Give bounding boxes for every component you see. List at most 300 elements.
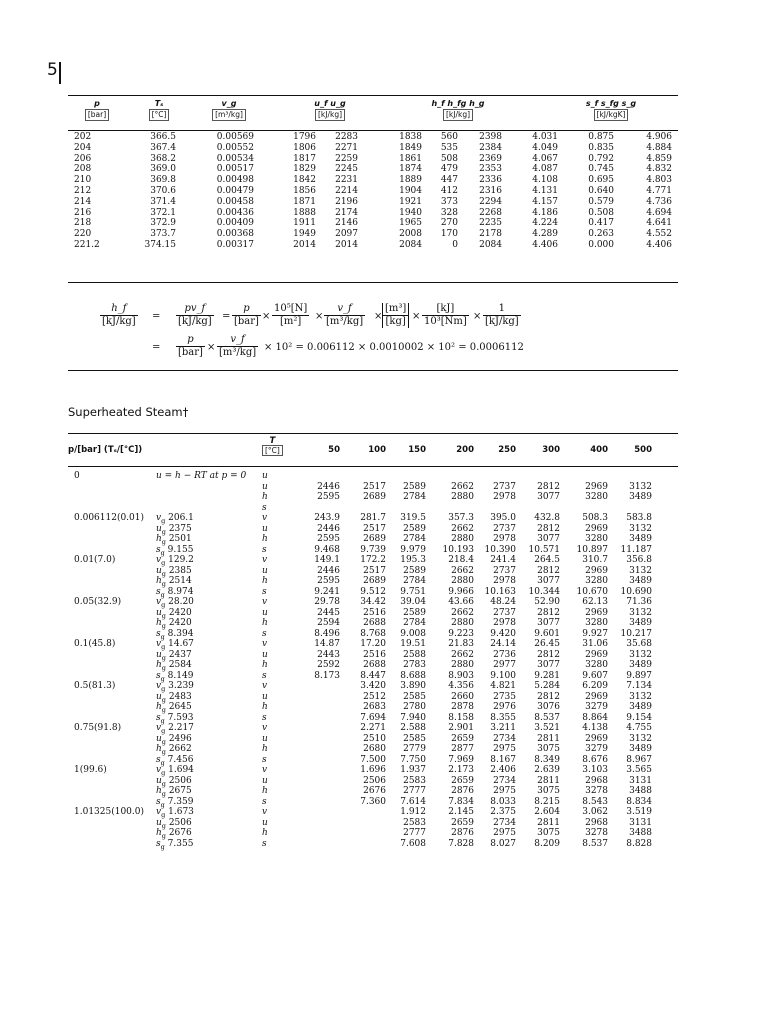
- table-cell: 48.24: [490, 597, 516, 607]
- table-cell: 4.832: [646, 164, 672, 175]
- table-cell: s: [262, 502, 267, 513]
- table-cell: 10.690: [620, 586, 652, 597]
- table-cell: 29.78: [314, 597, 340, 607]
- table-cell: 2880: [451, 492, 474, 502]
- table-cell: 395.0: [490, 513, 516, 523]
- table-cell: 2737: [493, 523, 516, 534]
- table-cell: 35.68: [626, 639, 652, 649]
- table-cell: 2969: [585, 691, 608, 702]
- table-cell: 2689: [363, 534, 386, 544]
- times-sign: ×: [315, 311, 324, 322]
- table-cell: $u_g$ 2437: [156, 649, 192, 662]
- table-cell: 4.157: [532, 196, 558, 207]
- table-cell: 17.20: [360, 639, 386, 649]
- table-cell: 2662: [451, 481, 474, 492]
- table-cell: $h_g$ 2584: [156, 660, 192, 672]
- table-cell: 62.13: [582, 597, 608, 607]
- table-cell: 372.9: [150, 218, 176, 229]
- table-cell: 2784: [403, 534, 426, 544]
- table-row: [68, 482, 678, 493]
- table-cell: 2978: [493, 492, 516, 502]
- table-cell: $u_g$ 2375: [156, 523, 192, 536]
- table-cell: 2676: [363, 786, 386, 796]
- table-row: [68, 208, 678, 219]
- table-cell: 204: [74, 142, 92, 153]
- table-cell: 560: [440, 132, 458, 142]
- table-cell: 3075: [537, 786, 560, 796]
- table-cell: 24.14: [490, 639, 516, 649]
- table-cell: 2737: [493, 607, 516, 618]
- table-cell: 4.755: [626, 723, 652, 733]
- table-cell: 8.903: [448, 670, 474, 681]
- table-cell: 2084: [399, 239, 422, 250]
- table-cell: 0.00534: [216, 153, 254, 164]
- table-cell: 2978: [493, 534, 516, 544]
- table-cell: 4.186: [532, 207, 558, 218]
- table-cell: 9.751: [400, 586, 426, 597]
- table-cell: 2662: [451, 565, 474, 576]
- table-row: [68, 744, 678, 755]
- table-cell: 2.173: [448, 765, 474, 775]
- table-cell: 10.344: [528, 586, 560, 597]
- table-cell: 2283: [335, 132, 358, 142]
- table-cell: 1911: [293, 218, 316, 229]
- table-cell: 214: [74, 196, 92, 207]
- table-cell: 2585: [403, 691, 426, 702]
- table-cell: 3280: [585, 534, 608, 544]
- table-cell: 4.224: [532, 218, 558, 229]
- table-cell: v: [262, 765, 268, 775]
- table-cell: 2734: [493, 775, 516, 786]
- table-cell: 7.608: [400, 838, 426, 849]
- equation-result: × 10² = 0.006112 × 0.0010002 × 10² = 0.0006112: [264, 342, 524, 353]
- table-cell: $h_g$ 2662: [156, 744, 192, 756]
- table-cell: 8.496: [314, 628, 340, 639]
- table-cell: u: [262, 691, 268, 702]
- table-cell: $v_g$ 1.694: [156, 765, 194, 777]
- table-cell: 2589: [403, 523, 426, 534]
- table-cell: 2583: [403, 817, 426, 828]
- table-cell: s: [262, 754, 267, 765]
- table-cell: h: [262, 492, 268, 502]
- table-cell: 3.890: [400, 681, 426, 691]
- table-cell: 3279: [585, 744, 608, 754]
- table-cell: 2812: [537, 649, 560, 660]
- table-cell: 2812: [537, 481, 560, 492]
- table-cell: u: [262, 817, 268, 828]
- table-cell: 2880: [451, 618, 474, 628]
- table-cell: 2588: [403, 649, 426, 660]
- table-cell: 0.263: [588, 229, 614, 240]
- table-cell: v: [262, 513, 268, 523]
- table-cell: 1861: [399, 153, 422, 164]
- table-row: [68, 218, 678, 229]
- table-cell: 2097: [335, 229, 358, 240]
- header-h: h_f h_fg h_g [kJ/kg]: [431, 99, 485, 119]
- table-cell: 2734: [493, 817, 516, 828]
- table-cell: $u_g$ 2506: [156, 775, 192, 788]
- frac-p: p [bar]: [234, 303, 259, 327]
- table-cell: 0.00368: [216, 229, 254, 240]
- table-cell: 2784: [403, 576, 426, 586]
- table-cell: 2880: [451, 576, 474, 586]
- table-cell: 2595: [317, 534, 340, 544]
- header-p-ts: p/[bar] (Tₛ/[°C]): [68, 445, 143, 455]
- table-cell: 3489: [629, 702, 652, 712]
- table-cell: 172.2: [360, 555, 386, 565]
- frac-p-2: p [bar]: [178, 334, 203, 358]
- table-cell: 2659: [451, 733, 474, 744]
- table-cell: 2811: [537, 775, 560, 786]
- table-cell: 8.167: [490, 754, 516, 765]
- table-cell: 4.771: [646, 185, 672, 196]
- table-cell: 2880: [451, 660, 474, 670]
- table-cell: h: [262, 828, 268, 838]
- table-cell: 2811: [537, 733, 560, 744]
- table-cell: 2506: [363, 775, 386, 786]
- table-cell: 2784: [403, 492, 426, 502]
- table-cell: $v_g$ 3.239: [156, 681, 194, 693]
- table-cell: h: [262, 576, 268, 586]
- table-cell: 1949: [293, 229, 316, 240]
- table-cell: 3489: [629, 534, 652, 544]
- table-cell: 2.406: [490, 765, 516, 775]
- equals-sign: =: [152, 342, 161, 353]
- table-cell: $s_g$ 9.155: [156, 544, 194, 557]
- table-cell: 39.04: [400, 597, 426, 607]
- table-cell: 212: [74, 185, 92, 196]
- table-cell: 2680: [363, 744, 386, 754]
- table-cell: 4.884: [646, 142, 672, 153]
- table-cell: 2784: [403, 618, 426, 628]
- table-cell: 2783: [403, 660, 426, 670]
- table-cell: 372.1: [150, 207, 176, 218]
- divider: [68, 282, 678, 283]
- table-cell: 2516: [363, 607, 386, 618]
- table-cell: 369.0: [150, 164, 176, 175]
- header-s: s_f s_fg s_g [kJ/kgK]: [585, 99, 637, 119]
- table-cell: u = h − RT at p = 0: [156, 471, 247, 481]
- table-cell: 3280: [585, 618, 608, 628]
- table-cell: 2196: [335, 196, 358, 207]
- table-cell: 2878: [451, 702, 474, 712]
- table-row: [68, 723, 678, 734]
- table-cell: 2259: [335, 153, 358, 164]
- table-cell: 2008: [399, 229, 422, 240]
- frac-m3-kg: $\frac{\text{[m³]}}{[kg]}$: [382, 303, 409, 328]
- table-cell: 1889: [399, 175, 422, 186]
- table-cell: 3280: [585, 660, 608, 670]
- section-title: Superheated Steam†: [68, 405, 189, 419]
- table-cell: 270: [440, 218, 458, 229]
- table-cell: h: [262, 534, 268, 544]
- table-cell: 2975: [493, 828, 516, 838]
- table-cell: 10.193: [442, 544, 474, 555]
- table-row: [68, 702, 678, 713]
- table-cell: 7.694: [360, 712, 386, 723]
- superheated-table-body: [68, 471, 678, 849]
- table-cell: 3077: [537, 660, 560, 670]
- table-cell: 2880: [451, 534, 474, 544]
- table-cell: 0.00317: [216, 239, 254, 250]
- saturation-table-header: [68, 95, 678, 131]
- table-cell: s: [262, 796, 267, 807]
- table-row: [68, 797, 678, 808]
- table-cell: 3488: [629, 828, 652, 838]
- table-cell: 2.639: [534, 765, 560, 775]
- table-cell: 202: [74, 132, 92, 142]
- table-cell: 0.00409: [216, 218, 254, 229]
- divider: [68, 370, 678, 371]
- table-row: [68, 576, 678, 587]
- table-row: [68, 154, 678, 165]
- table-cell: 2517: [363, 481, 386, 492]
- table-cell: 2662: [451, 607, 474, 618]
- table-cell: 3.211: [490, 723, 516, 733]
- table-cell: h: [262, 744, 268, 754]
- table-row: [68, 713, 678, 724]
- table-row: [68, 650, 678, 661]
- table-cell: 2268: [479, 207, 502, 218]
- table-cell: 2978: [493, 576, 516, 586]
- table-cell: 1921: [399, 196, 422, 207]
- table-cell: 4.131: [532, 185, 558, 196]
- table-cell: 2969: [585, 523, 608, 534]
- table-cell: s: [262, 628, 267, 639]
- table-row: [68, 524, 678, 535]
- table-cell: 9.601: [534, 628, 560, 639]
- table-cell: 7.834: [448, 796, 474, 807]
- table-cell: 1904: [399, 185, 422, 196]
- table-cell: 8.967: [626, 754, 652, 765]
- table-cell: 0.875: [588, 132, 614, 142]
- table-cell: 8.864: [582, 712, 608, 723]
- table-cell: 3279: [585, 702, 608, 712]
- table-cell: 3489: [629, 660, 652, 670]
- table-cell: 19.51: [400, 639, 426, 649]
- table-cell: 0.05(32.9): [74, 597, 122, 607]
- table-cell: 2294: [479, 196, 502, 207]
- table-cell: $v_g$ 28.20: [156, 597, 194, 609]
- table-cell: 0.75(91.8): [74, 723, 122, 733]
- table-cell: 7.134: [626, 681, 652, 691]
- table-cell: 9.241: [314, 586, 340, 597]
- table-cell: 2812: [537, 565, 560, 576]
- table-cell: s: [262, 544, 267, 555]
- table-row: [68, 197, 678, 208]
- table-row: [68, 471, 678, 482]
- table-cell: $h_g$ 2675: [156, 786, 192, 798]
- table-cell: 356.8: [626, 555, 652, 565]
- table-cell: 7.750: [400, 754, 426, 765]
- table-row: [68, 765, 678, 776]
- table-cell: $s_g$ 7.355: [156, 838, 194, 851]
- table-cell: 2245: [335, 164, 358, 175]
- table-row: [68, 681, 678, 692]
- table-cell: v: [262, 639, 268, 649]
- table-cell: 10.670: [576, 586, 608, 597]
- table-cell: 2446: [317, 481, 340, 492]
- table-cell: 3132: [629, 733, 652, 744]
- table-cell: v: [262, 555, 268, 565]
- table-cell: 221.2: [74, 239, 100, 250]
- table-cell: 10.390: [484, 544, 516, 555]
- table-row: [68, 639, 678, 650]
- table-cell: 9.927: [582, 628, 608, 639]
- table-cell: $h_g$ 2514: [156, 576, 192, 588]
- equals-sign: =: [152, 311, 161, 322]
- table-cell: 0.695: [588, 175, 614, 186]
- table-cell: 1849: [399, 142, 422, 153]
- table-cell: u: [262, 471, 268, 481]
- table-cell: 2369: [479, 153, 502, 164]
- table-cell: 4.108: [532, 175, 558, 186]
- table-cell: 8.158: [448, 712, 474, 723]
- table-cell: 9.100: [490, 670, 516, 681]
- table-cell: u: [262, 775, 268, 786]
- table-cell: 2978: [493, 618, 516, 628]
- table-cell: 371.4: [150, 196, 176, 207]
- table-row: [68, 692, 678, 703]
- table-cell: 2271: [335, 142, 358, 153]
- table-cell: 369.8: [150, 175, 176, 186]
- table-cell: $s_g$ 8.394: [156, 628, 194, 641]
- table-cell: h: [262, 702, 268, 712]
- table-cell: 2659: [451, 775, 474, 786]
- table-cell: 9.897: [626, 670, 652, 681]
- table-cell: 2235: [479, 218, 502, 229]
- table-cell: 1796: [293, 132, 316, 142]
- table-cell: $u_g$ 2506: [156, 817, 192, 830]
- table-cell: 3.519: [626, 807, 652, 817]
- table-cell: 0.508: [588, 207, 614, 218]
- table-cell: 2.271: [360, 723, 386, 733]
- table-row: [68, 587, 678, 598]
- table-cell: 9.966: [448, 586, 474, 597]
- table-cell: 373: [440, 196, 458, 207]
- table-cell: 3.565: [626, 765, 652, 775]
- table-cell: 4.406: [646, 239, 672, 250]
- table-cell: 8.173: [314, 670, 340, 681]
- table-cell: 0.01(7.0): [74, 555, 116, 565]
- table-cell: 319.5: [400, 513, 426, 523]
- header-t: T [°C]: [262, 436, 283, 456]
- table-cell: 310.7: [582, 555, 608, 565]
- table-cell: 3132: [629, 691, 652, 702]
- table-cell: $v_g$ 206.1: [156, 513, 194, 525]
- table-cell: 2336: [479, 175, 502, 186]
- table-cell: 2512: [363, 691, 386, 702]
- table-cell: 243.9: [314, 513, 340, 523]
- table-cell: 3076: [537, 702, 560, 712]
- table-cell: 8.834: [626, 796, 652, 807]
- table-cell: 8.355: [490, 712, 516, 723]
- table-cell: 3077: [537, 492, 560, 502]
- table-row: [68, 629, 678, 640]
- table-cell: 3075: [537, 744, 560, 754]
- table-cell: 2.375: [490, 807, 516, 817]
- table-cell: 2014: [293, 239, 316, 250]
- table-row: [68, 566, 678, 577]
- header-ts: Tₛ [°C]: [144, 99, 174, 121]
- times-sign: ×: [262, 311, 271, 322]
- page-number: 5: [47, 60, 58, 80]
- table-cell: 3132: [629, 607, 652, 618]
- table-row: [68, 175, 678, 186]
- table-cell: 2595: [317, 492, 340, 502]
- table-row: [68, 164, 678, 175]
- table-cell: 10.897: [576, 544, 608, 555]
- table-cell: 4.138: [582, 723, 608, 733]
- table-cell: 479: [440, 164, 458, 175]
- table-cell: 3.062: [582, 807, 608, 817]
- table-cell: 4.406: [532, 239, 558, 250]
- table-row: [68, 186, 678, 197]
- table-cell: 1.696: [360, 765, 386, 775]
- table-cell: 412: [440, 185, 458, 196]
- table-cell: 149.1: [314, 555, 340, 565]
- table-cell: 206: [74, 153, 92, 164]
- table-cell: 3.103: [582, 765, 608, 775]
- table-cell: 508.3: [582, 513, 608, 523]
- table-cell: 1965: [399, 218, 422, 229]
- table-cell: 9.607: [582, 670, 608, 681]
- table-cell: 2446: [317, 565, 340, 576]
- table-cell: 0.000: [588, 239, 614, 250]
- table-cell: 9.223: [448, 628, 474, 639]
- table-row: [68, 818, 678, 829]
- table-cell: u: [262, 523, 268, 534]
- table-cell: 2398: [479, 132, 502, 142]
- table-cell: 2968: [585, 817, 608, 828]
- table-cell: 220: [74, 229, 92, 240]
- table-cell: 2594: [317, 618, 340, 628]
- table-row: [68, 229, 678, 240]
- table-cell: 2214: [335, 185, 358, 196]
- table-cell: v: [262, 681, 268, 691]
- table-cell: 0.00479: [216, 185, 254, 196]
- table-cell: 2688: [363, 618, 386, 628]
- table-cell: 2353: [479, 164, 502, 175]
- table-cell: $h_g$ 2501: [156, 534, 192, 546]
- table-row: [68, 786, 678, 797]
- table-cell: 370.6: [150, 185, 176, 196]
- table-cell: 2777: [403, 786, 426, 796]
- table-cell: s: [262, 838, 267, 849]
- table-cell: 208: [74, 164, 92, 175]
- table-cell: 2968: [585, 775, 608, 786]
- table-cell: 1817: [293, 153, 316, 164]
- table-row: [68, 755, 678, 766]
- table-cell: 1856: [293, 185, 316, 196]
- table-cell: 2174: [335, 207, 358, 218]
- table-cell: 0.745: [588, 164, 614, 175]
- table-cell: 3489: [629, 492, 652, 502]
- table-cell: 508: [440, 153, 458, 164]
- table-cell: $v_g$ 129.2: [156, 555, 194, 567]
- table-cell: v: [262, 723, 268, 733]
- table-cell: 8.537: [582, 838, 608, 849]
- header-u: u_f u_g [kJ/kg]: [314, 99, 346, 119]
- table-cell: 2517: [363, 565, 386, 576]
- table-cell: 8.027: [490, 838, 516, 849]
- table-cell: 71.36: [626, 597, 652, 607]
- table-cell: 8.543: [582, 796, 608, 807]
- frac-vf-2: $\frac{v\_f}{\text{[m³/kg]}}$: [219, 334, 257, 358]
- table-cell: 170: [440, 229, 458, 240]
- frac-n-m2: $\frac{\text{10⁵[N]}}{\text{[m²]}}$: [274, 303, 308, 327]
- table-cell: 2876: [451, 786, 474, 796]
